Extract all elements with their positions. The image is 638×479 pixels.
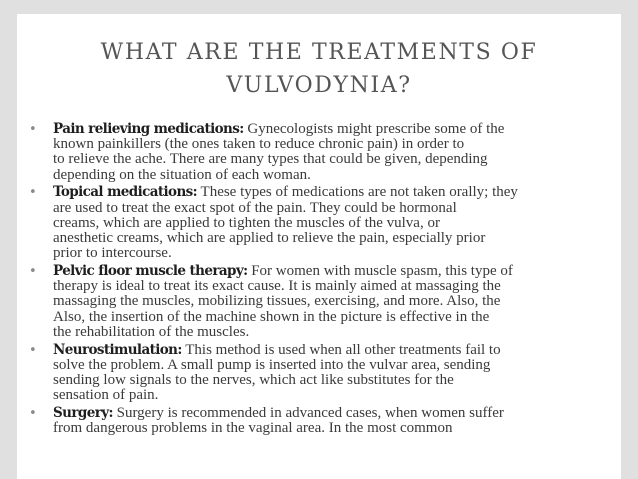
item-term: Topical medications: <box>53 184 198 201</box>
item-text-line: are used to treat the exact spot of the pain. They could be hormonal <box>53 199 457 216</box>
bullet-icon: • <box>29 406 37 422</box>
list-item-pain-relieving-medications <box>27 122 617 183</box>
item-text: This method is used when all other treatments fail to <box>181 341 501 358</box>
item-text-line: the rehabilitation of the muscles. <box>53 323 250 340</box>
list-item-pelvic-floor-muscle-therapy <box>27 264 617 340</box>
item-first-line <box>53 185 617 200</box>
item-text: For women with muscle spasm, this type of <box>247 263 513 280</box>
item-text: Surgery is recommended in advanced cases, when women suffer <box>112 405 504 422</box>
item-text-line: massaging the muscles, mobilizing tissues, exercising, and more. Also, the <box>53 293 501 310</box>
slide-content-panel <box>17 14 621 479</box>
item-first-line <box>53 406 617 421</box>
title-line-1: WHAT ARE THE TREATMENTS OF <box>100 40 538 65</box>
item-text-line: to relieve the ache. There are many types that could be given, depending <box>53 151 488 168</box>
bullet-icon: • <box>29 185 37 201</box>
item-text-line: sensation of pain. <box>53 387 159 404</box>
list-item-neurostimulation <box>27 343 617 404</box>
item-text: Gynecologists might prescribe some of the <box>243 121 505 137</box>
bullet-icon: • <box>29 264 37 280</box>
item-text-line: creams, which are applied to tighten the muscles of the vulva, or <box>53 214 440 231</box>
bullet-icon: • <box>29 342 37 358</box>
item-text-line: from dangerous problems in the vaginal area. In the most common <box>53 420 453 437</box>
item-term: Neurostimulation: <box>53 341 182 358</box>
slide-title <box>17 36 621 102</box>
item-text-line: therapy is ideal to treat its exact cause. It is mainly aimed at massaging the <box>53 278 501 295</box>
item-text-line: Also, the insertion of the machine shown in the picture is effective in the <box>53 308 490 325</box>
item-text-line: known painkillers (the ones taken to reduce chronic pain) in order to <box>53 136 465 153</box>
treatment-list <box>27 122 617 439</box>
item-text: These types of medications are not taken orally; they <box>197 184 518 201</box>
item-first-line <box>53 264 617 279</box>
item-text-line: solve the problem. A small pump is inserted into the vulvar area, sending <box>53 356 491 373</box>
list-item-surgery <box>27 406 617 436</box>
item-text-line: sending low signals to the nerves, which act like substitutes for the <box>53 372 454 389</box>
item-text-line: depending on the situation of each woman. <box>53 166 311 183</box>
title-line-2: VULVODYNIA? <box>226 73 412 98</box>
item-first-line <box>53 122 617 137</box>
item-text-line: anesthetic creams, which are applied to relieve the pain, especially prior <box>53 230 486 247</box>
item-term: Pelvic floor muscle therapy: <box>53 263 248 280</box>
item-term: Surgery: <box>53 405 113 422</box>
bullet-icon: • <box>29 122 37 137</box>
item-text-line: prior to intercourse. <box>53 245 172 262</box>
list-item-topical-medications <box>27 185 617 261</box>
item-first-line <box>53 343 617 358</box>
item-term: Pain relieving medications: <box>53 121 244 137</box>
